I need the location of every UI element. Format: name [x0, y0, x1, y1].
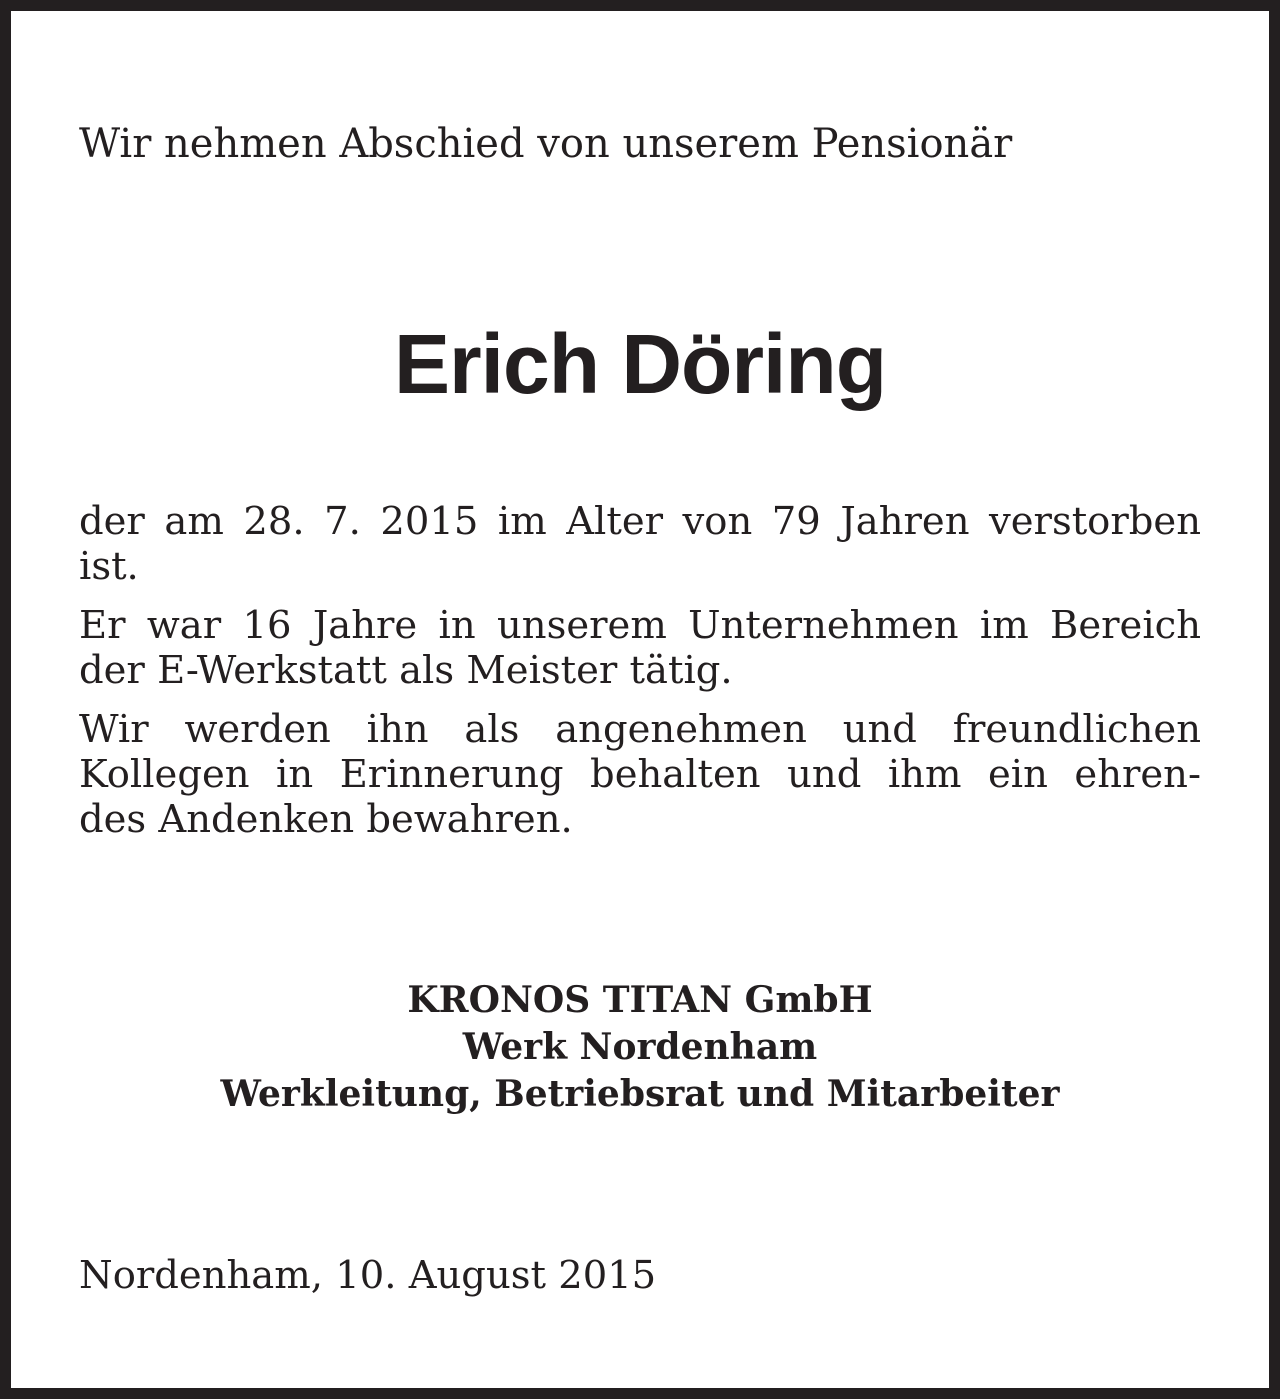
career-paragraph [79, 603, 1201, 693]
deceased-name: Erich Döring [393, 317, 887, 411]
paragraph-line: Wir werden ihn als angenehmen und freundlichen [79, 707, 1201, 752]
place-and-date: Nordenham, 10. August 2015 [79, 1253, 657, 1298]
death-date-paragraph [79, 499, 1201, 589]
paragraph-line: der E-Werkstatt als Meister tätig. [79, 648, 733, 693]
paragraph-line: Kollegen in Erinnerung behalten und ihm ein ehren- [79, 752, 1201, 797]
paragraph-line: der am 28. 7. 2015 im Alter von 79 Jahren verstorben [79, 499, 1201, 544]
paragraph-line: des Andenken bewahren. [79, 797, 573, 842]
company-name: KRONOS TITAN GmbH [407, 979, 873, 1021]
notice-body [79, 499, 1201, 856]
paragraph-line: ist. [79, 544, 139, 589]
signatories: Werkleitung, Betriebsrat und Mitarbeiter [220, 1073, 1060, 1115]
intro-text: Wir nehmen Abschied von unserem Pensionär [79, 121, 1013, 167]
signature-block [11, 977, 1269, 1118]
paragraph-line: Er war 16 Jahre in unserem Unternehmen im Bereich [79, 603, 1201, 648]
plant-name: Werk Nordenham [462, 1026, 818, 1068]
remembrance-paragraph [79, 707, 1201, 842]
